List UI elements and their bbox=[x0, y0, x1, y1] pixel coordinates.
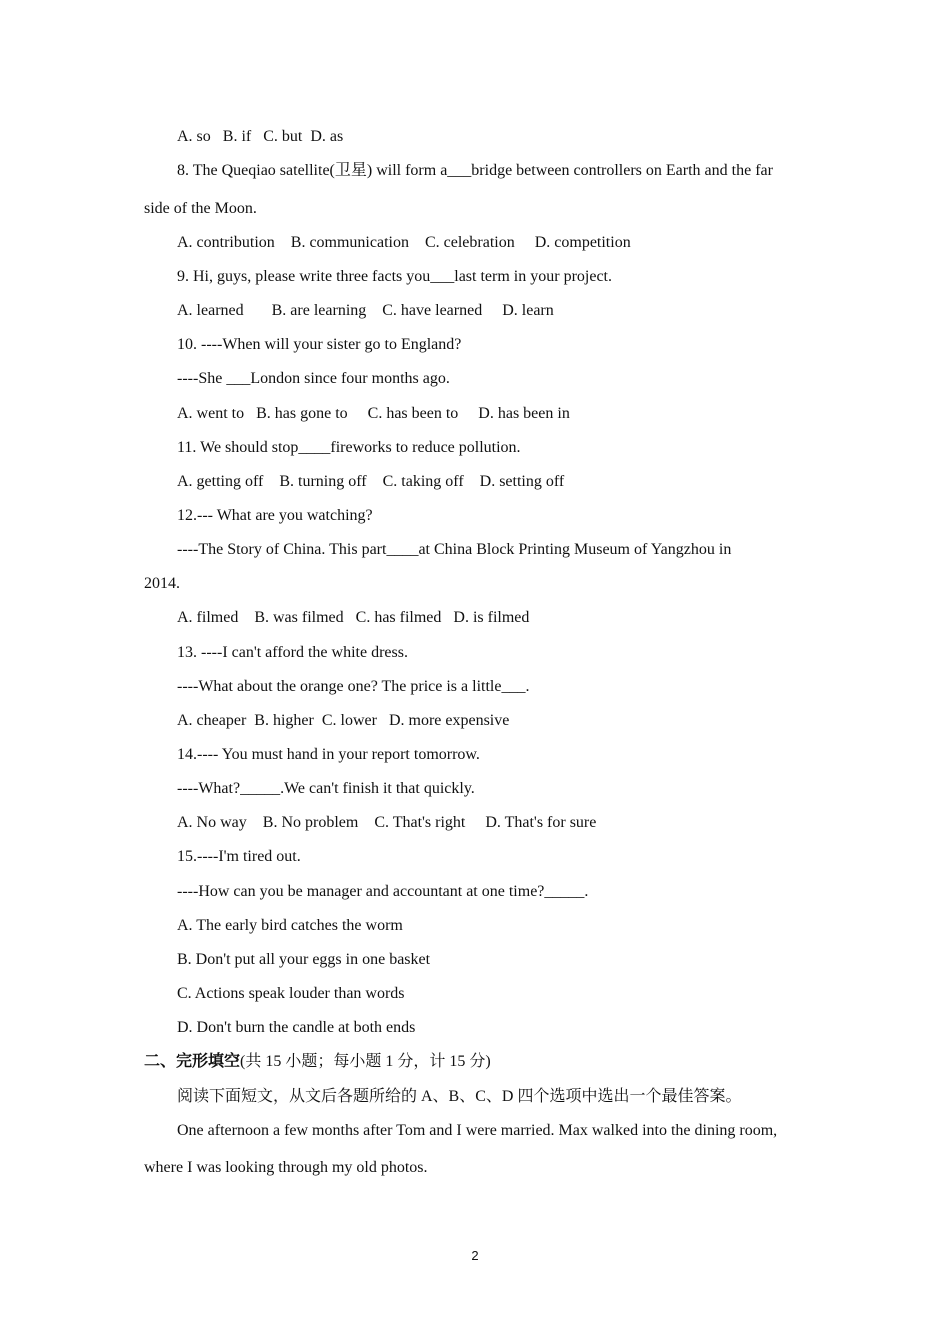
q8-stem-line1: 8. The Queqiao satellite(卫星) will form a___bridge between controllers on Earth and the far bbox=[177, 162, 773, 179]
passage-line1: One afternoon a few months after Tom and I were married. Max walked into the dining room, bbox=[177, 1122, 778, 1139]
q14-stem: 14.---- You must hand in your report tomorrow. bbox=[177, 746, 480, 763]
q10-stem: 10. ----When will your sister go to England? bbox=[177, 336, 462, 353]
section-heading bbox=[144, 1052, 491, 1072]
q8-options: A. contribution B. communication C. celebration D. competition bbox=[177, 234, 631, 251]
q15-option-b: B. Don't put all your eggs in one basket bbox=[177, 951, 431, 968]
section-heading-scoring: (共 15 小题；每小题 1 分，计 15 分) bbox=[240, 1053, 491, 1070]
q12-options: A. filmed B. was filmed C. has filmed D. is filmed bbox=[177, 609, 530, 626]
q12-stem: 12.--- What are you watching? bbox=[177, 507, 373, 524]
q13-stem: 13. ----I can't afford the white dress. bbox=[177, 644, 408, 661]
q15-reply: ----How can you be manager and accountant at one time?_____. bbox=[177, 883, 589, 900]
q10-reply: ----She ___London since four months ago. bbox=[177, 370, 450, 387]
section-heading-title: 二、完形填空 bbox=[144, 1053, 241, 1070]
q9-options: A. learned B. are learning C. have learned D. learn bbox=[177, 302, 554, 319]
q12-reply-line1: ----The Story of China. This part____at China Block Printing Museum of Yangzhou in bbox=[177, 541, 732, 558]
q14-options: A. No way B. No problem C. That's right D. That's for sure bbox=[177, 814, 597, 831]
q14-reply: ----What?_____.We can't finish it that quickly. bbox=[177, 780, 475, 797]
q7-options: A. so B. if C. but D. as bbox=[177, 128, 344, 145]
q12-reply-line2: 2014. bbox=[144, 575, 180, 592]
q15-option-a: A. The early bird catches the worm bbox=[177, 917, 403, 934]
q15-option-d: D. Don't burn the candle at both ends bbox=[177, 1019, 416, 1036]
q11-stem: 11. We should stop____fireworks to reduce pollution. bbox=[177, 439, 521, 456]
q13-options: A. cheaper B. higher C. lower D. more expensive bbox=[177, 712, 510, 729]
q9-stem: 9. Hi, guys, please write three facts you___last term in your project. bbox=[177, 268, 612, 285]
q13-reply: ----What about the orange one? The price is a little___. bbox=[177, 678, 530, 695]
section-instruction: 阅读下面短文，从文后各题所给的 A、B、C、D 四个选项中选出一个最佳答案。 bbox=[177, 1088, 742, 1105]
q10-options: A. went to B. has gone to C. has been to D. has been in bbox=[177, 405, 570, 422]
q15-stem: 15.----I'm tired out. bbox=[177, 848, 301, 865]
q11-options: A. getting off B. turning off C. taking off D. setting off bbox=[177, 473, 565, 490]
q8-stem-line2: side of the Moon. bbox=[144, 200, 257, 217]
q15-option-c: C. Actions speak louder than words bbox=[177, 985, 405, 1002]
page-number: 2 bbox=[471, 1248, 479, 1263]
passage-line2: where I was looking through my old photos. bbox=[144, 1159, 428, 1176]
